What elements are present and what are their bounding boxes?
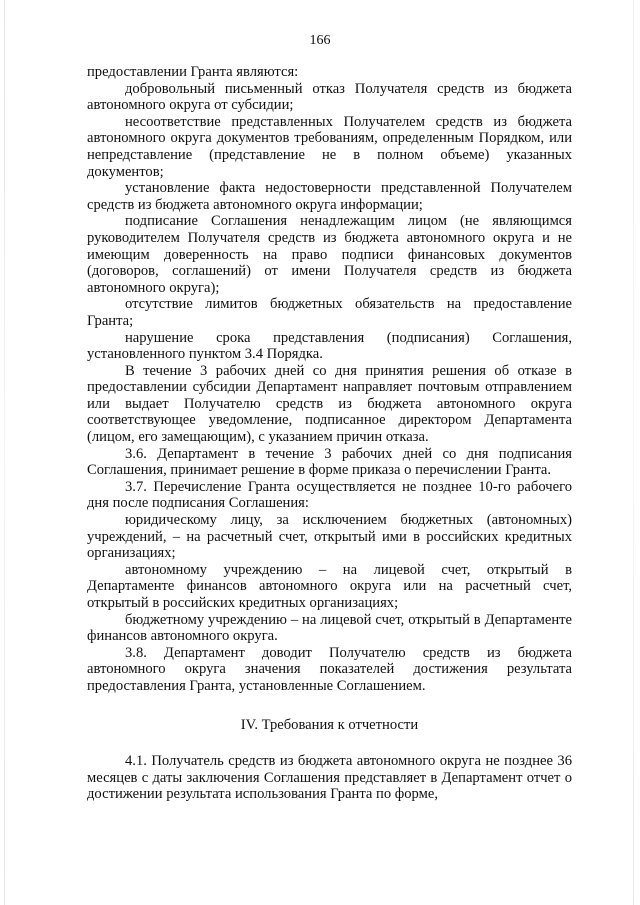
paragraph: 3.7. Перечисление Гранта осуществляется не позднее 10-го рабочего дня после подписания Соглашения:	[87, 478, 572, 512]
paragraph: 3.6. Департамент в течение 3 рабочих дней со дня подписания Соглашения, принимает решение в форме приказа о перечислении Гранта.	[87, 445, 572, 479]
paragraph: В течение 3 рабочих дней со дня принятия решения об отказе в предоставлении субсидии Департамент направляет почтовым отправлением или выдает Получателю средств из бюджета автономного округа соответствующее уведомление, подписанное директором Департамента (лицом, его замещающим), с указанием причин отказа.	[87, 362, 572, 446]
paragraph: бюджетному учреждению – на лицевой счет, открытый в Департаменте финансов автономного округа.	[87, 611, 572, 645]
section-heading: IV. Требования к отчетности	[240, 716, 419, 733]
paragraph: юридическому лицу, за исключением бюджетных (автономных) учреждений, – на расчетный счет, открытый ими в российских кредитных организациях;	[87, 512, 572, 562]
paragraph: 3.8. Департамент доводит Получателю средств из бюджета автономного округа значения показателей достижения результата предоставления Гранта, установленные Соглашением.	[87, 644, 572, 694]
paragraph: добровольный письменный отказ Получателя средств из бюджета автономного округа от субсидии;	[87, 80, 572, 114]
document-body	[87, 64, 572, 803]
paragraph: подписание Соглашения ненадлежащим лицом (не являющимся руководителем Получателя средств из бюджета автономного округа и не имеющим доверенность на право подписи финансовых документов (договоров, соглашений) от имени Получателя средств из бюджета автономного округа);	[87, 213, 572, 296]
page-number: 166	[309, 33, 331, 48]
paragraph: нарушение срока представления (подписания) Соглашения, установленного пунктом 3.4 Порядка.	[87, 329, 572, 363]
paragraph: отсутствие лимитов бюджетных обязательств на предоставление Гранта;	[87, 296, 572, 329]
scan-edge-right	[633, 0, 634, 905]
scan-edge-left	[4, 0, 5, 905]
paragraph: несоответствие представленных Получателем средств из бюджета автономного округа документов требованиям, определенным Порядком, или непредставление (представление не в полном объеме) указанных документов;	[87, 113, 572, 180]
paragraph: установление факта недостоверности представленной Получателем средств из бюджета автономного округа информации;	[87, 180, 572, 213]
paragraph: предоставлении Гранта являются:	[87, 64, 299, 80]
paragraph: автономному учреждению – на лицевой счет, открытый в Департаменте финансов автономного округа или на расчетный счет, открытый в российских кредитных организациях;	[87, 561, 572, 611]
paragraph: 4.1. Получатель средств из бюджета автономного округа не позднее 36 месяцев с даты заключения Соглашения представляет в Департамент отчет о достижении результата использования Гранта по форме,	[87, 753, 572, 803]
